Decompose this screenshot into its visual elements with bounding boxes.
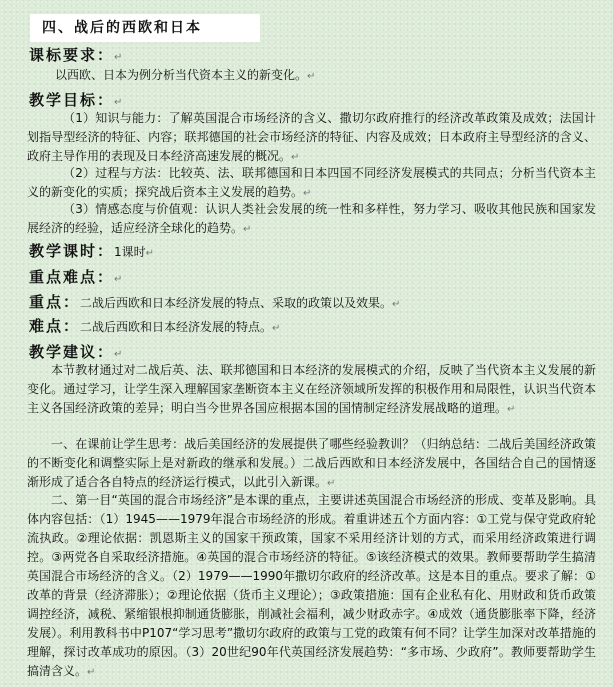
goal-item-method: （2）过程与方法：比较英、法、联邦德国和日本四国不同经济发展模式的共同点；分析当代资本主义的新变化的实质；探究战后资本主义发展的趋势。↵ [27, 166, 596, 199]
key-point-text: 二战后西欧和日本经济发展的特点、采取的政策以及效果。 [80, 296, 393, 310]
suggestion-paragraph-two: 二、第一目“英国的混合市场经济”是本课的重点，主要讲述英国混合市场经济的形成、变革及影响。具体内容包括：（1）1945——1979年混合市场经济的形成。着重讲述五个方面内容：①工党与保守党政府轮流执政。②理论依据：凯恩斯主义的国家干预政策，国家不采用经济计划的方式，而采用经济政策进行调控。③两党各自采取经济措施。④英国的混合市场经济的特征。⑤该经济模式的效果。教师要帮助学生搞清英国混合市场经济的含义。（2）1979——1990年撒切尔政府的经济改革。这是本目的重点。要求了解：①改革的背景（经济滞胀）；②理论依据（货币主义理论）；③政策措施：国有企业私有化、用财政和货币政策调控经济，减税、紧缩银根抑制通货膨胀，削减社会福利，减少财政赤字。④成效（通货膨胀率下降，经济发展）。利用教科书中P107“学习思考”撒切尔政府的政策与工党的政策有何不同？让学生加深对改革措施的理解，探讨改革成功的原因。（3）20世纪90年代英国经济发展趋势：“多市场、少政府”。教师要帮助学生搞清含义。↵ [27, 493, 596, 678]
paragraph-mark-icon: ↵ [114, 274, 123, 285]
paragraph-mark-icon: ↵ [392, 299, 401, 310]
goal-item-attitude: （3）情感态度与价值观：认识人类社会发展的统一性和多样性，努力学习、吸收其他民族和国家发展经济的经验，适应经济全球化的趋势。↵ [27, 202, 596, 235]
paragraph-mark-icon: ↵ [327, 478, 336, 489]
goal-item-knowledge: （1）知识与能力：了解英国混合市场经济的含义、撒切尔政府推行的经济改革政策及成效；法国计划指导型经济的特征、内容；联邦德国的社会市场经济的特征、内容及成效；日本政府主导型经济的含义、政府主导作用的表现及日本经济高速发展的概况。↵ [27, 111, 596, 163]
paragraph-mark-icon: ↵ [243, 224, 252, 235]
paragraph-mark-icon: ↵ [303, 188, 312, 199]
teaching-hours-value: 1课时 [114, 245, 146, 259]
paragraph-mark-icon: ↵ [114, 52, 123, 63]
heading-curriculum-standard: 课标要求：↵ [29, 46, 123, 64]
suggestion-paragraph-intro: 本节教材通过对二战后英、法、联邦德国和日本经济的发展模式的介绍，反映了当代资本主义发展的新变化。通过学习，让学生深入理解国家垄断资本主义在经济领域所发挥的积极作用和局限性，认识当代资本主义各国经济政策的差异；明白当今世界各国应根据本国的国情制定经济发展战略的道理。↵ [27, 363, 596, 415]
paragraph-mark-icon: ↵ [307, 71, 316, 82]
paragraph-mark-icon: ↵ [145, 248, 155, 259]
heading-teaching-hours: 教学课时：1课时↵ [29, 242, 155, 260]
paragraph-mark-icon: ↵ [291, 152, 300, 163]
suggestion-paragraph-one: 一、在课前让学生思考：战后美国经济的发展提供了哪些经验教训？（归纳总结：二战后美国经济政策的不断变化和调整实际上是对新政的继承和发展。）二战后西欧和日本经济发展中，各国结合自己的国情逐渐形成了适合各自特点的经济运行模式，以此引入新课。↵ [27, 437, 596, 489]
paragraph-mark-icon: ↵ [114, 97, 123, 108]
paragraph-mark-icon: ↵ [507, 404, 516, 415]
heading-teaching-goals: 教学目标：↵ [29, 91, 123, 109]
paragraph-mark-icon: ↵ [87, 667, 96, 678]
paragraph-mark-icon: ↵ [114, 349, 123, 360]
heading-teaching-suggestions: 教学建议：↵ [29, 343, 123, 361]
document-title [30, 14, 260, 42]
title-text: 四、战后的西欧和日本 [42, 20, 202, 36]
heading-key-difficult-points: 重点难点：↵ [29, 268, 123, 286]
difficulty-point-line: 难点：二战后西欧和日本经济发展的特点。↵ [29, 317, 281, 335]
difficulty-point-text: 二战后西欧和日本经济发展的特点。 [80, 320, 273, 334]
paragraph-mark-icon: ↵ [272, 323, 281, 334]
curriculum-standard-text: 以西欧、日本为例分析当代资本主义的新变化。↵ [55, 68, 316, 82]
key-point-line: 重点：二战后西欧和日本经济发展的特点、采取的政策以及效果。↵ [29, 293, 401, 311]
